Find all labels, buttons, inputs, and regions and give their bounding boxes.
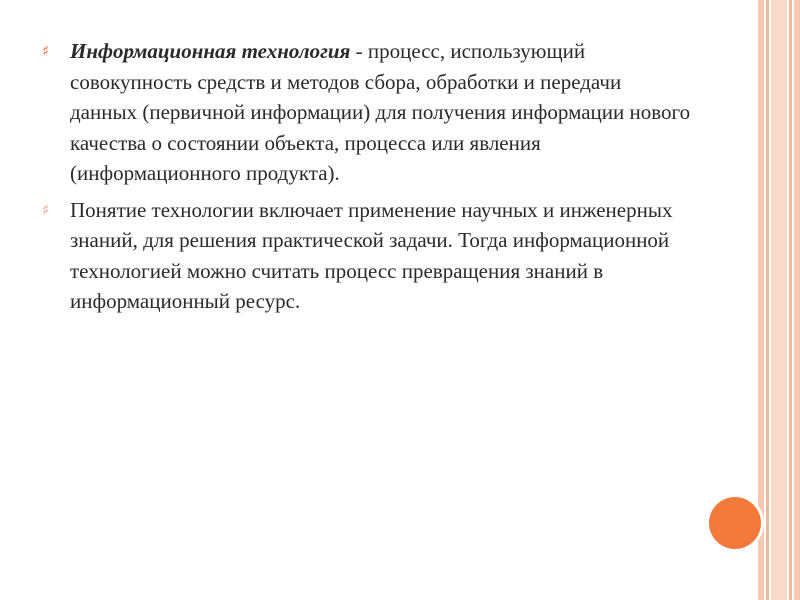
definition-text: - процесс, использующий совокупность средств и методов сбора, обработки и передачи данных (первичной информации) для получения информации нового качества о состоянии объекта, процесса или явления (информационного продукта). xyxy=(70,39,691,185)
slide-body xyxy=(42,36,692,323)
bullet-icon: ♯ xyxy=(42,200,50,219)
term-text: Информационная технология xyxy=(70,39,351,63)
concept-text: Понятие технологии включает применение научных и инженерных знаний, для решения практической задачи. Тогда информационной технологией можно считать процесс превращения знаний в информационный ресурс. xyxy=(70,197,673,313)
bullet-item-concept xyxy=(42,195,692,317)
bullet-item-definition xyxy=(42,36,692,189)
decorative-circle xyxy=(709,497,761,549)
decorative-stripe xyxy=(771,0,787,600)
decorative-stripe xyxy=(789,0,792,600)
decorative-stripe xyxy=(794,0,800,600)
decorative-stripe xyxy=(758,0,764,600)
decorative-stripe xyxy=(766,0,769,600)
bullet-icon: ♯ xyxy=(42,42,50,60)
